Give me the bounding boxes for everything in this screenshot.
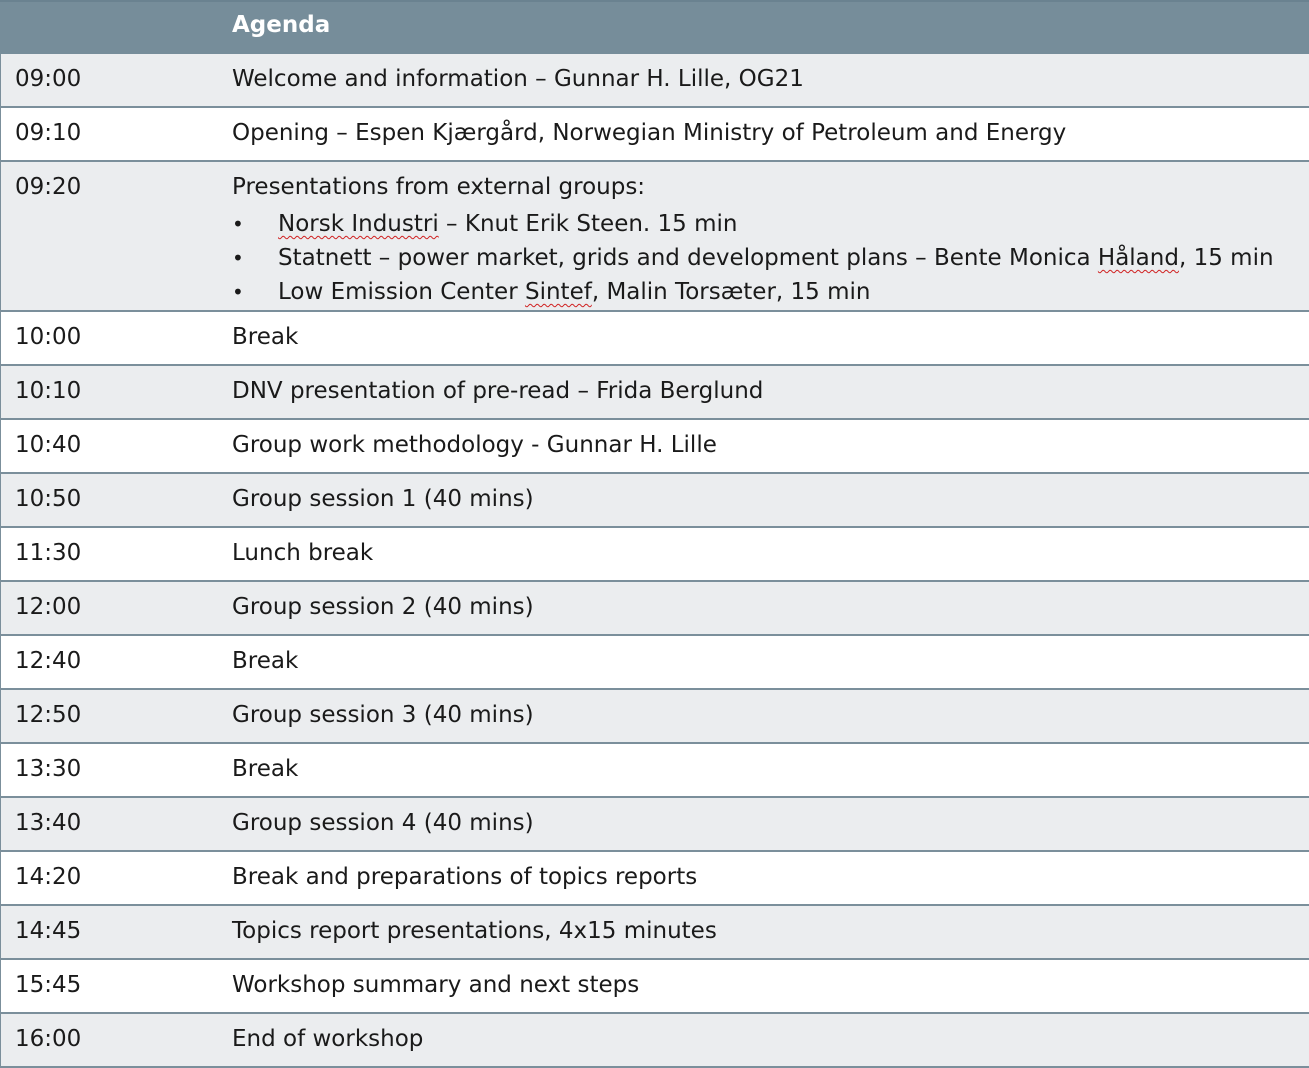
agenda-row-1130 <box>0 528 1309 582</box>
agenda-row-1600 <box>0 1014 1309 1068</box>
spellcheck-word: Norsk Industri <box>278 211 439 237</box>
agenda-row-0920 <box>0 162 1309 312</box>
row-time: 13:40 <box>15 810 82 836</box>
agenda-row-1250 <box>0 690 1309 744</box>
bullet-icon: • <box>232 280 244 304</box>
row-text: Break and preparations of topics reports <box>232 864 698 890</box>
row-text: Group work methodology - Gunnar H. Lille <box>232 432 717 458</box>
row-time: 10:50 <box>15 486 82 512</box>
row-time: 10:10 <box>15 378 82 404</box>
row-time: 15:45 <box>15 972 82 998</box>
row-time: 09:10 <box>15 120 82 146</box>
agenda-row-0910 <box>0 108 1309 162</box>
row-time: 12:40 <box>15 648 82 674</box>
agenda-row-1000 <box>0 312 1309 366</box>
agenda-row-1040 <box>0 420 1309 474</box>
row-text: Welcome and information – Gunnar H. Lille, OG21 <box>232 66 804 92</box>
row-time: 14:20 <box>15 864 82 890</box>
list-item-text: Low Emission Center <box>278 279 525 305</box>
agenda-row-1420 <box>0 852 1309 906</box>
row-text: Lunch break <box>232 540 374 566</box>
row-time: 12:50 <box>15 702 82 728</box>
row-time: 10:00 <box>15 324 82 350</box>
spellcheck-word: Håland <box>1097 245 1179 271</box>
agenda-row-1545 <box>0 960 1309 1014</box>
row-time: 09:00 <box>15 66 82 92</box>
agenda-row-1050 <box>0 474 1309 528</box>
agenda-row-1445 <box>0 906 1309 960</box>
row-text: Group session 2 (40 mins) <box>232 594 534 620</box>
row-time: 11:30 <box>15 540 82 566</box>
agenda-header-row <box>0 0 1309 54</box>
spellcheck-word: Sintef <box>524 279 592 305</box>
list-item-text: – Knut Erik Steen. 15 min <box>438 211 738 237</box>
row-text: Group session 1 (40 mins) <box>232 486 534 512</box>
agenda-row-1340 <box>0 798 1309 852</box>
row-time: 14:45 <box>15 918 82 944</box>
list-item-text: Statnett – power market, grids and development plans – Bente Monica <box>278 245 1098 271</box>
agenda-row-1330 <box>0 744 1309 798</box>
bullet-icon: • <box>232 246 244 270</box>
row-time: 16:00 <box>15 1026 82 1052</box>
row-time: 12:00 <box>15 594 82 620</box>
agenda-title: Agenda <box>232 12 331 38</box>
agenda-row-1240 <box>0 636 1309 690</box>
row-text: Break <box>232 756 299 782</box>
list-item-statnett <box>232 241 1274 275</box>
presentation-list <box>232 207 1274 309</box>
row-text: Break <box>232 324 299 350</box>
row-text: End of workshop <box>232 1026 424 1052</box>
agenda-row-1010 <box>0 366 1309 420</box>
list-item-low-emission-center <box>232 275 1274 309</box>
agenda-row-0900 <box>0 54 1309 108</box>
row-text: Workshop summary and next steps <box>232 972 640 998</box>
row-time: 09:20 <box>15 174 82 200</box>
row-time: 10:40 <box>15 432 82 458</box>
row-text: Topics report presentations, 4x15 minutes <box>232 918 717 944</box>
row-text: DNV presentation of pre-read – Frida Berglund <box>232 378 764 404</box>
row-text: Group session 3 (40 mins) <box>232 702 534 728</box>
row-text: Opening – Espen Kjærgård, Norwegian Ministry of Petroleum and Energy <box>232 120 1067 146</box>
bullet-icon: • <box>232 212 244 236</box>
list-item-text: , 15 min <box>1178 245 1274 271</box>
row-text: Presentations from external groups: <box>232 174 646 200</box>
list-item-norsk-industri <box>232 207 1274 241</box>
row-time: 13:30 <box>15 756 82 782</box>
row-text: Break <box>232 648 299 674</box>
row-text: Group session 4 (40 mins) <box>232 810 534 836</box>
agenda-row-1200 <box>0 582 1309 636</box>
list-item-text: , Malin Torsæter, 15 min <box>591 279 871 305</box>
